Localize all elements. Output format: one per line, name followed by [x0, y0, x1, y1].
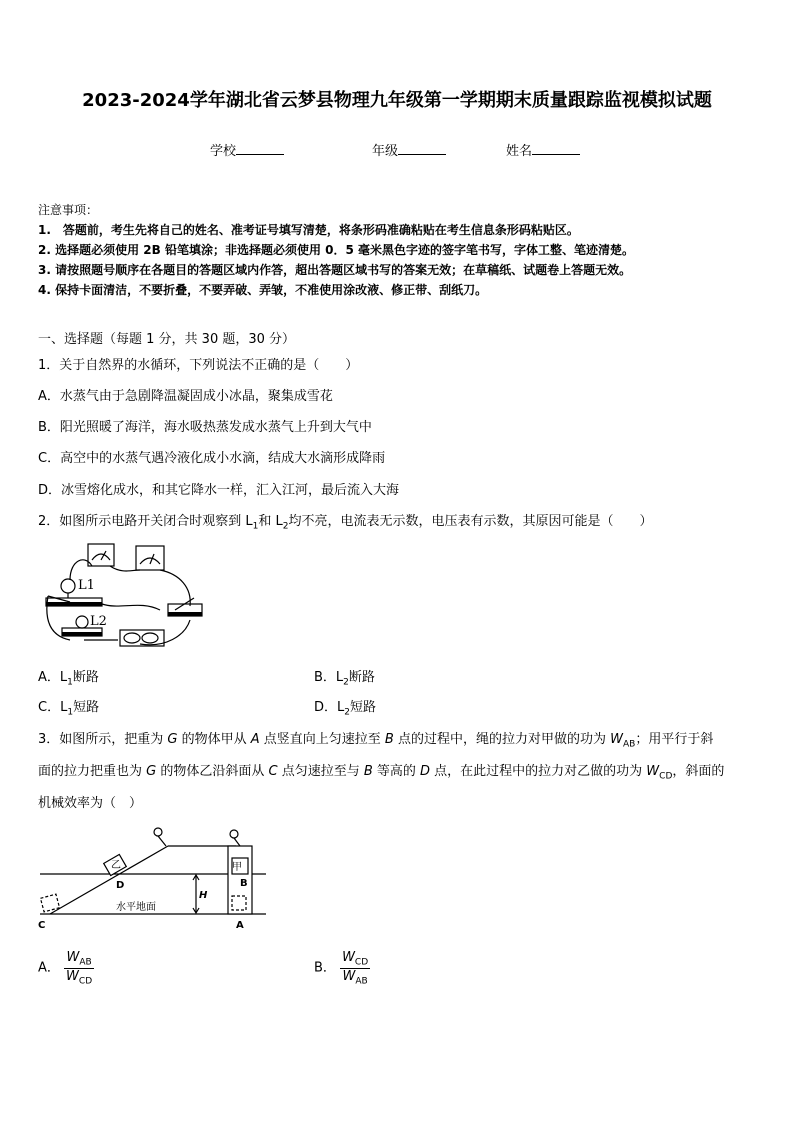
fig-label-jia: 甲	[232, 862, 242, 873]
name-blank	[532, 142, 580, 155]
q3-a-label: A．	[38, 960, 60, 976]
q3-b-label: B．	[314, 960, 336, 976]
q2-a-label: A．L	[38, 670, 68, 685]
frac1-num-w: W	[66, 950, 80, 965]
q2-option-c	[38, 696, 99, 718]
frac2-num-w: W	[342, 950, 355, 965]
page-title: 2023-2024学年湖北省云梦县物理九年级第一学期期末质量跟踪监视模拟试题	[82, 90, 712, 111]
fig-label-l1: L1	[78, 578, 95, 593]
frac1-den-sub: CD	[78, 976, 93, 987]
q1-option-b: B．阳光照暖了海洋，海水吸热蒸发成水蒸气上升到大气中	[38, 420, 372, 435]
q3-t9: 等高的	[372, 764, 421, 779]
q3-cd: CD	[659, 771, 673, 782]
name-field	[506, 140, 580, 159]
q2-stem	[38, 510, 653, 532]
q3-w2: W	[646, 764, 660, 779]
q3-t11: ，斜面的	[672, 764, 725, 779]
q2-a-sub: 1	[67, 677, 73, 688]
section-heading: 一、选择题（每题 1 分，共 30 题，30 分）	[38, 332, 296, 347]
lamp-l1-icon	[61, 579, 75, 593]
name-label: 姓名	[506, 144, 533, 159]
frac2-den-sub: AB	[355, 976, 368, 987]
q2-sub-2: 2	[282, 521, 289, 532]
notice-block	[38, 200, 634, 300]
q3-line-1	[38, 728, 713, 750]
q3-t4: 点的过程中，绳的拉力对甲做的功为	[393, 732, 611, 747]
school-field	[210, 140, 284, 159]
q3-t7: 的物体乙沿斜面从	[156, 764, 269, 779]
q3-w1: W	[610, 732, 623, 747]
q3-b2: B	[363, 764, 373, 779]
q3-a: A	[250, 732, 260, 747]
fig-label-c: C	[38, 920, 46, 931]
q3-t1: 3．如图所示，把重为	[38, 732, 168, 747]
fig-label-a: A	[236, 920, 244, 931]
grade-field	[372, 140, 446, 159]
q1-stem: 1．关于自然界的水循环，下列说法不正确的是（ ）	[38, 358, 359, 373]
q3-option-b	[314, 950, 370, 986]
notice-item-4: 4. 保持卡面清洁，不要折叠，不要弄破、弄皱，不准使用涂改液、修正带、刮纸刀。	[38, 283, 488, 297]
q2-a-text: 断路	[72, 670, 99, 685]
q2-sub-1: 1	[252, 521, 259, 532]
frac1-den-w: W	[66, 968, 79, 984]
q2-b-sub: 2	[343, 677, 349, 688]
notice-item-1: 1. 答题前，考生先将自己的姓名、准考证号填写清楚，将条形码准确粘贴在考生信息条形码粘贴区。	[38, 223, 579, 237]
q3-t2: 的物体甲从	[177, 732, 251, 747]
incline-figure	[36, 824, 272, 934]
q3-c: C	[268, 764, 278, 779]
q1-option-d: D．冰雪熔化成水，和其它降水一样，汇入江河，最后流入大海	[38, 483, 400, 498]
fig-label-h: H	[199, 890, 208, 901]
q3-option-a	[38, 950, 94, 986]
ammeter-icon	[88, 544, 114, 566]
q3-g2: G	[146, 764, 157, 779]
q3-t6: 面的拉力把重也为	[38, 764, 147, 779]
fig-label-l2: L2	[90, 614, 107, 629]
q2-c-text: 短路	[73, 700, 100, 715]
frac1-num-sub: AB	[79, 957, 92, 968]
q3-ab: AB	[622, 739, 636, 750]
q2-d-sub: 2	[344, 707, 350, 718]
lamp-l2-icon	[76, 616, 88, 628]
notice-item-2: 2. 选择题必须使用 2B 铅笔填涂；非选择题必须使用 0．5 毫米黑色字迹的签字笔书写，字体工整、笔迹清楚。	[38, 243, 634, 257]
q2-c-sub: 1	[67, 707, 74, 718]
q3-d: D	[420, 764, 431, 779]
school-label: 学校	[210, 144, 237, 159]
fig-label-d: D	[116, 880, 125, 891]
q2-option-a	[38, 666, 99, 688]
q2-b-text: 断路	[348, 670, 375, 685]
fig-label-ground: 水平地面	[116, 902, 156, 913]
school-blank	[236, 142, 284, 155]
q3-t5: ；用平行于斜	[635, 732, 714, 747]
notice-item-3: 3. 请按照题号顺序在各题目的答题区域内作答，超出答题区域书写的答案无效；在草稿纸、试题卷上答题无效。	[38, 263, 632, 277]
q1-option-a: A．水蒸气由于急剧降温凝固成小冰晶，聚集成雪花	[38, 389, 333, 404]
grade-label: 年级	[372, 144, 399, 159]
q3-t3: 点竖直向上匀速拉至	[259, 732, 385, 747]
frac2-num-sub: CD	[354, 957, 369, 968]
q3-t8: 点匀速拉至与	[277, 764, 364, 779]
q3-g: G	[167, 732, 178, 747]
q2-option-b	[314, 666, 375, 688]
q2-b-label: B．L	[314, 670, 344, 685]
q2-stem-part1: 2．如图所示电路开关闭合时观察到 L	[38, 514, 253, 529]
q2-c-label: C．L	[38, 700, 68, 715]
q3-line-2	[38, 760, 724, 782]
q2-stem-part3: 均不亮，电流表无示数，电压表有示数，其原因可能是（ ）	[288, 514, 653, 529]
q2-d-label: D．L	[314, 700, 345, 715]
fig-label-b: B	[240, 878, 248, 889]
circuit-figure	[40, 540, 210, 652]
q2-option-d	[314, 696, 376, 718]
fraction-wcd-wab	[340, 950, 370, 986]
q1-option-c: C．高空中的水蒸气遇冷液化成小水滴，结成大水滴形成降雨	[38, 451, 386, 466]
q3-line-3: 机械效率为（ ）	[38, 796, 143, 811]
fraction-wab-wcd	[64, 950, 94, 986]
grade-blank	[398, 142, 446, 155]
q2-d-text: 短路	[350, 700, 377, 715]
q3-t10: 点，在此过程中的拉力对乙做的功为	[430, 764, 647, 779]
q3-b: B	[384, 732, 394, 747]
frac2-den-w: W	[342, 968, 356, 984]
q2-stem-part2: 和 L	[258, 514, 283, 529]
notice-heading: 注意事项：	[38, 203, 99, 217]
fig-label-yi: 乙	[111, 860, 121, 871]
